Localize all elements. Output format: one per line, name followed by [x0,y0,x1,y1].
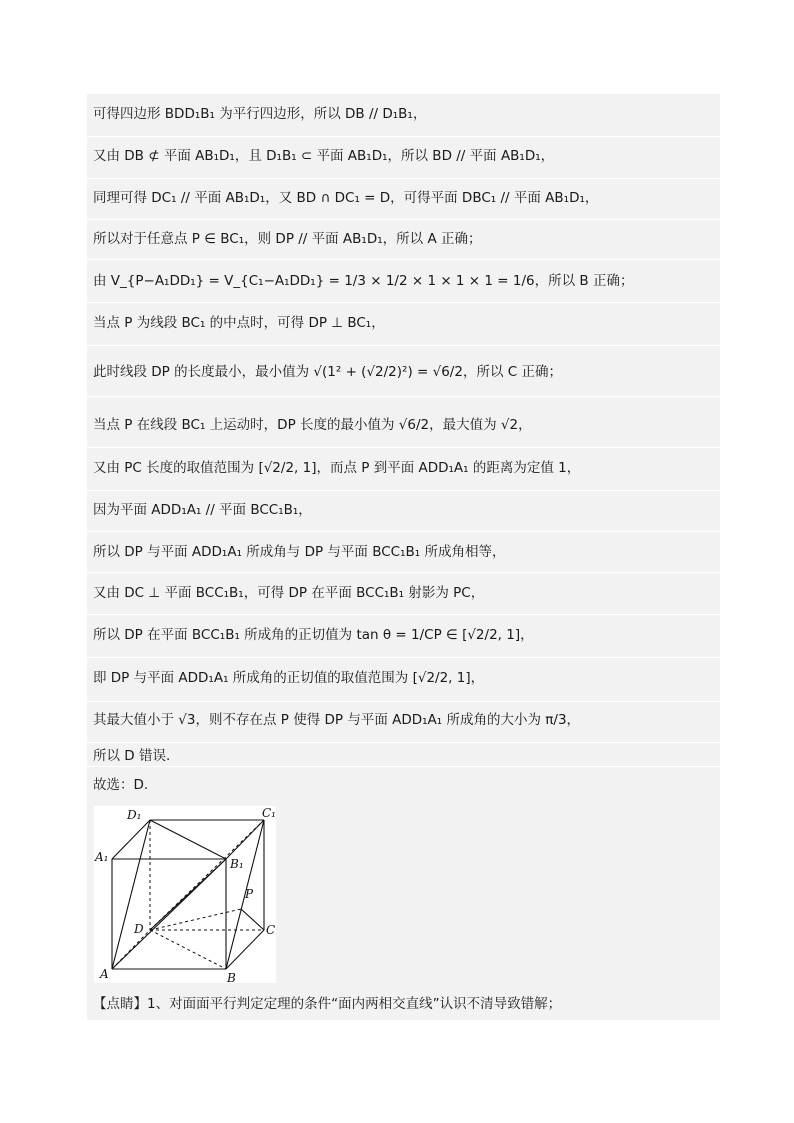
vertex-label-c: C [266,923,276,937]
vertex-label-a1: A₁ [95,850,109,864]
remark-line: 【点睛】1、对面面平行判定定理的条件“面内两相交直线”认识不清导致错解； [93,996,562,1012]
vertex-label-p: P [245,887,254,901]
line-separator [87,178,720,179]
line-separator [87,657,720,658]
line-separator [87,259,720,260]
segment-d-b1 [150,859,226,930]
vertex-label-b: B [227,971,236,983]
line-separator [87,572,720,573]
line-separator [87,614,720,615]
solution-line: 故选：D. [93,777,149,793]
line-separator [87,742,720,743]
segment-d-b [150,930,226,969]
segment-a-d1 [112,820,150,969]
line-separator [87,345,720,346]
line-separator [87,701,720,702]
solution-line: 其最大值小于 √3，则不存在点 P 使得 DP 与平面 ADD₁A₁ 所成角的大小为 π/3， [93,712,581,728]
cube-figure [94,806,276,983]
solution-line: 同理可得 DC₁ // 平面 AB₁D₁，又 BD ∩ DC₁ = D，可得平面 DBC₁ // 平面 AB₁D₁， [93,190,599,206]
solution-line: 所以 DP 在平面 BCC₁B₁ 所成角的正切值为 tan θ = 1/CP ∈ [√2/2, 1]， [93,627,534,643]
cube-diagram [94,806,276,983]
line-separator [87,447,720,448]
line-separator [87,219,720,220]
segment-p-c [241,909,264,930]
solution-line: 由 V_{P−A₁DD₁} = V_{C₁−A₁DD₁} = 1/3 × 1/2 × 1 × 1 × 1 = 1/6，所以 B 正确； [93,273,634,289]
line-separator [87,766,720,767]
solution-line: 所以 D 错误. [93,748,171,764]
vertex-label-c1: C₁ [262,806,276,820]
edge-a1-d1 [112,820,150,859]
edge-a-d [112,930,150,969]
solution-line: 所以 DP 与平面 ADD₁A₁ 所成角与 DP 与平面 BCC₁B₁ 所成角相等， [93,544,506,560]
solution-line: 又由 DC ⊥ 平面 BCC₁B₁，可得 DP 在平面 BCC₁B₁ 射影为 PC， [93,585,485,601]
solution-line: 又由 PC 长度的取值范围为 [√2/2, 1]，而点 P 到平面 ADD₁A₁ 的距离为定值 1， [93,460,581,476]
vertex-label-d: D [134,922,144,936]
vertex-label-b1: B₁ [230,857,244,871]
line-separator [87,490,720,491]
solution-line: 当点 P 为线段 BC₁ 的中点时，可得 DP ⊥ BC₁， [93,315,385,331]
line-separator [87,136,720,137]
line-separator [87,396,720,397]
line-separator [87,531,720,532]
solution-line: 即 DP 与平面 ADD₁A₁ 所成角的正切值的取值范围为 [√2/2, 1]， [93,670,485,686]
solution-line: 因为平面 ADD₁A₁ // 平面 BCC₁B₁， [93,502,312,518]
solution-line: 当点 P 在线段 BC₁ 上运动时，DP 长度的最小值为 √6/2，最大值为 √2， [93,417,532,433]
edge-b-c [226,930,264,969]
solution-line: 又由 DB ⊄ 平面 AB₁D₁，且 D₁B₁ ⊂ 平面 AB₁D₁，所以 BD // 平面 AB₁D₁， [93,148,555,164]
line-separator [87,302,720,303]
solution-line: 所以对于任意点 P ∈ BC₁，则 DP // 平面 AB₁D₁，所以 A 正确； [93,231,482,247]
vertex-label-d1: D₁ [127,808,142,822]
solution-line: 可得四边形 BDD₁B₁ 为平行四边形，所以 DB // D₁B₁， [93,106,427,122]
segment-d1-b1 [150,820,226,859]
vertex-label-a: A [100,967,109,981]
solution-line: 此时线段 DP 的长度最小，最小值为 √(1² + (√2/2)²) = √6/2，所以 C 正确； [93,364,562,380]
